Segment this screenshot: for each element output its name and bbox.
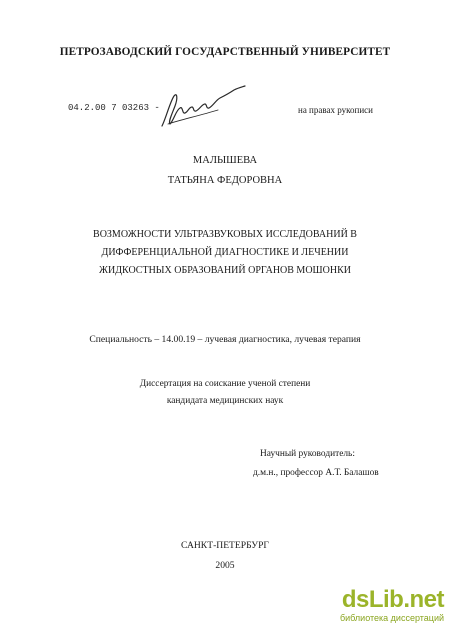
university-name: ПЕТРОЗАВОДСКИЙ ГОСУДАРСТВЕННЫЙ УНИВЕРСИТЕТ [59, 46, 391, 58]
watermark-logo: dsLib.net [341, 586, 444, 613]
degree-name: кандидата медицинских наук [166, 396, 284, 406]
supervisor-label: Научный руководитель: [260, 449, 355, 459]
archive-stamp-number: 04.2.00 7 03263 - [68, 103, 160, 113]
city: САНКТ-ПЕТЕРБУРГ [181, 540, 269, 551]
handwritten-signature [158, 80, 248, 135]
watermark-subtitle: библиотека диссертаций [339, 613, 444, 623]
degree-statement: Диссертация на соискание ученой степени [139, 379, 311, 389]
dissertation-title-line: ДИФФЕРЕНЦИАЛЬНОЙ ДИАГНОСТИКЕ И ЛЕЧЕНИИ [101, 247, 349, 258]
dissertation-title-line: ЖИДКОСТНЫХ ОБРАЗОВАНИЙ ОРГАНОВ МОШОНКИ [99, 265, 351, 276]
dslib-watermark[interactable] [330, 586, 448, 626]
author-name: ТАТЬЯНА ФЕДОРОВНА [167, 175, 283, 186]
dissertation-title-line: ВОЗМОЖНОСТИ УЛЬТРАЗВУКОВЫХ ИССЛЕДОВАНИЙ В [93, 229, 357, 240]
manuscript-rights-note: на правах рукописи [298, 105, 373, 115]
author-surname: МАЛЫШЕВА [192, 155, 258, 166]
specialty-line: Специальность – 14.00.19 – лучевая диагностика, лучевая терапия [89, 334, 361, 345]
year: 2005 [215, 560, 235, 571]
supervisor-name: д.м.н., профессор А.Т. Балашов [253, 468, 379, 478]
